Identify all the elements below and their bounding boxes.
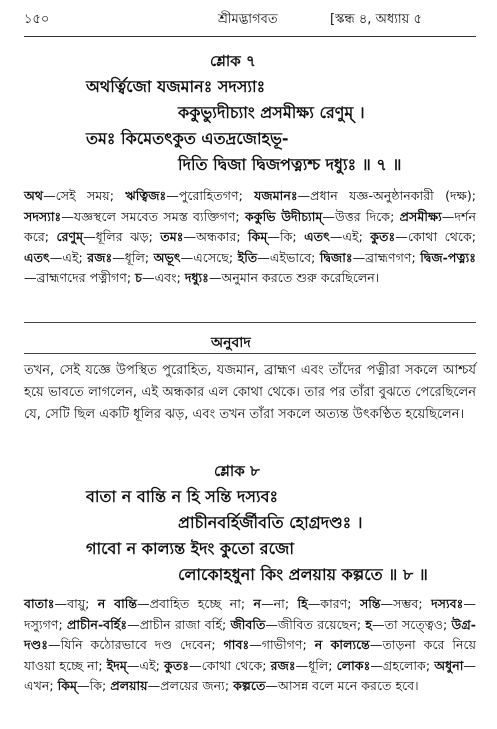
synonym-word: হি bbox=[297, 596, 308, 611]
synonym-word: অথ bbox=[24, 188, 44, 203]
synonym-word: অধুনা bbox=[434, 657, 464, 673]
synonym-word: প্রাচীন-বর্হিঃ bbox=[66, 616, 128, 632]
synonyms-shloka-7 bbox=[24, 186, 476, 289]
synonym-meaning: —কোথা থেকে; bbox=[395, 229, 477, 244]
synonym-word: ইদম্ bbox=[106, 657, 127, 673]
synonym-word: কুতঃ bbox=[164, 657, 189, 673]
synonym-word: দধ্যুঃ bbox=[184, 270, 209, 285]
synonym-meaning: —সম্ভব; bbox=[380, 596, 432, 611]
synonym-meaning: —গ্রহলোক; bbox=[370, 657, 435, 673]
synonym-word: রজঃ bbox=[270, 657, 296, 673]
synonym-meaning: —না; bbox=[261, 596, 298, 611]
synonym-meaning: —এইভাবে; bbox=[257, 249, 320, 265]
synonym-word: ইতি bbox=[237, 249, 258, 265]
synonym-word: প্রলয়ায় bbox=[110, 678, 148, 693]
synonym-word: এতৎ bbox=[24, 249, 50, 265]
synonym-word: কিম্ bbox=[57, 678, 78, 693]
synonym-meaning: —এখন; bbox=[24, 657, 476, 693]
synonym-word: প্রসমীক্ষ্য bbox=[399, 208, 442, 224]
synonym-meaning: —দস্যুগণ; bbox=[24, 596, 476, 632]
synonym-meaning: —প্রবাহিত হচ্ছে না; bbox=[137, 596, 254, 611]
synonym-word: দ্বিজ-পত্ন্যঃ bbox=[420, 249, 476, 265]
page-number: ১৫০ bbox=[24, 12, 50, 27]
synonym-meaning: —ধূলির ঝড়; bbox=[83, 229, 161, 244]
synonym-word: চ bbox=[135, 270, 142, 285]
synonym-word: বাতাঃ bbox=[24, 596, 55, 611]
shloka-8-line-1: বাতা ন বান্তি ন হি সন্তি দস্যবঃ bbox=[86, 487, 279, 506]
synonym-meaning: —পুরোহিতগণ; bbox=[166, 188, 255, 203]
section-divider bbox=[24, 322, 476, 323]
synonym-meaning: —সেই সময়; bbox=[43, 188, 126, 203]
synonym-meaning: —এবং; bbox=[141, 270, 185, 285]
synonym-word: কল্পতে bbox=[233, 678, 266, 693]
synonym-word: কুতঃ bbox=[370, 229, 396, 244]
synonym-word: রেণুম্ bbox=[56, 229, 84, 244]
synonym-word: সন্তি bbox=[359, 596, 381, 611]
synonym-meaning: —তা সত্ত্বেও; bbox=[371, 616, 452, 632]
synonym-meaning: —কারণ; bbox=[307, 596, 360, 611]
synonym-meaning: —বায়ু; bbox=[54, 596, 98, 611]
synonym-meaning: —ব্রাহ্মণগণ; bbox=[352, 249, 421, 265]
synonym-meaning: —কোথা থেকে; bbox=[189, 657, 271, 673]
synonym-word: এতৎ bbox=[304, 229, 330, 244]
synonym-meaning: —তাড়না করে নিয়ে যাওয়া হচ্ছে না; bbox=[24, 637, 477, 673]
synonym-meaning: —প্রলয়ের জন্য; bbox=[147, 678, 234, 693]
shloka-8-line-3: গাবো ন কাল্যন্ত ইদং কুতো রজো bbox=[86, 539, 294, 558]
shloka-7-line-4: দিতি দ্বিজা দ্বিজপত্ন্যশ্চ দধ্যুঃ ॥ ৭ ॥ bbox=[178, 155, 402, 174]
synonym-word: যজমানঃ bbox=[254, 188, 298, 203]
synonym-meaning: —অন্ধকার; bbox=[183, 229, 248, 244]
synonym-word: উগ্র-দণ্ডঃ bbox=[24, 616, 477, 652]
translation-text: তখন, সেই যজ্ঞে উপস্থিত পুরোহিত, যজমান, ব্রাহ্মণ এবং তাঁদের পত্নীরা সকলে আশ্চর্য হয়ে ভাবতে লাগলেন, এই অন্ধকার এল কোথা থেকে। তার পর তাঁরা বুঝতে পেরেছিলেন যে, সেটি ছিল একটি ধূলির ঝড়, এবং তখন তাঁরা সকলে অত্যন্ত উৎকণ্ঠিত হয়েছিলেন। bbox=[24, 363, 476, 422]
synonym-meaning: —প্রাচীন রাজা বর্হি; bbox=[127, 616, 231, 632]
synonym-meaning: —ব্রাহ্মণদের পত্নীগণ; bbox=[24, 270, 136, 285]
synonym-meaning: —দর্শন করে; bbox=[24, 208, 476, 244]
chapter-reference: [স্কন্ধ ৪, অধ্যায় ৫ bbox=[330, 12, 422, 27]
synonym-word: দস্যবঃ bbox=[431, 596, 464, 611]
shloka-7-line-2: ককুভ্যুদীচ্যাং প্রসমীক্ষ্য রেণুম্ । bbox=[178, 103, 365, 122]
section-divider bbox=[24, 353, 476, 354]
book-title: শ্রীমদ্ভাগবত bbox=[218, 12, 278, 27]
synonym-word: অভূৎ bbox=[153, 249, 181, 265]
synonym-meaning: —প্রধান যজ্ঞ-অনুষ্ঠানকারী (দক্ষ); bbox=[297, 188, 476, 203]
synonym-word: তমঃ bbox=[160, 229, 184, 244]
synonym-meaning: —গাভীগণ; bbox=[249, 637, 315, 652]
synonym-meaning: —এই; bbox=[49, 249, 88, 265]
synonym-word: ককুভি উদীচ্যাম্ bbox=[244, 208, 323, 224]
synonym-meaning: —উত্তর দিকে; bbox=[322, 208, 400, 224]
shloka-7-line-3: তমঃ কিমেতৎকুত এতদ্রজোহভূ- bbox=[86, 129, 289, 148]
synonym-word: হ bbox=[365, 616, 372, 632]
synonym-meaning: —এই; bbox=[126, 657, 165, 673]
shloka-7-line-1: অথর্ত্বিজো যজমানঃ সদস্যাঃ bbox=[86, 77, 266, 96]
synonym-meaning: —ধূলি; bbox=[295, 657, 337, 673]
synonym-meaning: —অনুমান করতে শুরু করেছিলেন। bbox=[208, 270, 380, 285]
shloka-8-line-4: লোকোহধুনা কিং প্রলয়ায় কল্পতে ॥ ৮ ॥ bbox=[178, 565, 428, 584]
synonym-word: দ্বিজাঃ bbox=[319, 249, 353, 265]
shloka-7-title: শ্লোক ৭ bbox=[210, 52, 256, 70]
synonym-meaning: —ধূলি; bbox=[112, 249, 154, 265]
synonym-word: ন বান্তি bbox=[97, 596, 138, 611]
synonym-word: জীবতি bbox=[230, 616, 266, 632]
synonym-meaning: —কি; bbox=[267, 229, 305, 244]
synonym-meaning: —এই; bbox=[329, 229, 371, 244]
synonym-meaning: —আসন্ন বলে মনে করতে হবে। bbox=[265, 678, 419, 693]
translation-heading: অনুবাদ bbox=[211, 335, 251, 351]
synonym-meaning: —কি; bbox=[77, 678, 111, 693]
synonym-word: ন bbox=[253, 596, 262, 611]
synonym-word: ন কাল্যন্তে bbox=[314, 637, 370, 652]
synonym-word: ঋত্বিজঃ bbox=[125, 188, 167, 203]
synonym-word: সদস্যাঃ bbox=[24, 208, 62, 224]
synonym-meaning: —যজ্ঞস্থলে সমবেত সমস্ত ব্যক্তিগণ; bbox=[61, 208, 245, 224]
synonym-word: রজঃ bbox=[87, 249, 113, 265]
synonym-word: কিম্ bbox=[248, 229, 268, 244]
synonym-word: গাবঃ bbox=[223, 637, 250, 652]
synonym-meaning: —এসেছে; bbox=[180, 249, 238, 265]
synonym-word: লোকঃ bbox=[336, 657, 371, 673]
shloka-8-line-2: প্রাচীনবর্হির্জীবতি হোগ্রদণ্ডঃ । bbox=[178, 513, 363, 532]
synonym-meaning: —যিনি কঠোরভাবে দণ্ড দেবেন; bbox=[48, 637, 224, 652]
synonym-meaning: —জীবিত রয়েছেন; bbox=[265, 616, 366, 632]
header-rule bbox=[24, 36, 476, 37]
shloka-8-title: শ্লোক ৮ bbox=[214, 462, 260, 480]
synonyms-shloka-8 bbox=[24, 594, 476, 697]
